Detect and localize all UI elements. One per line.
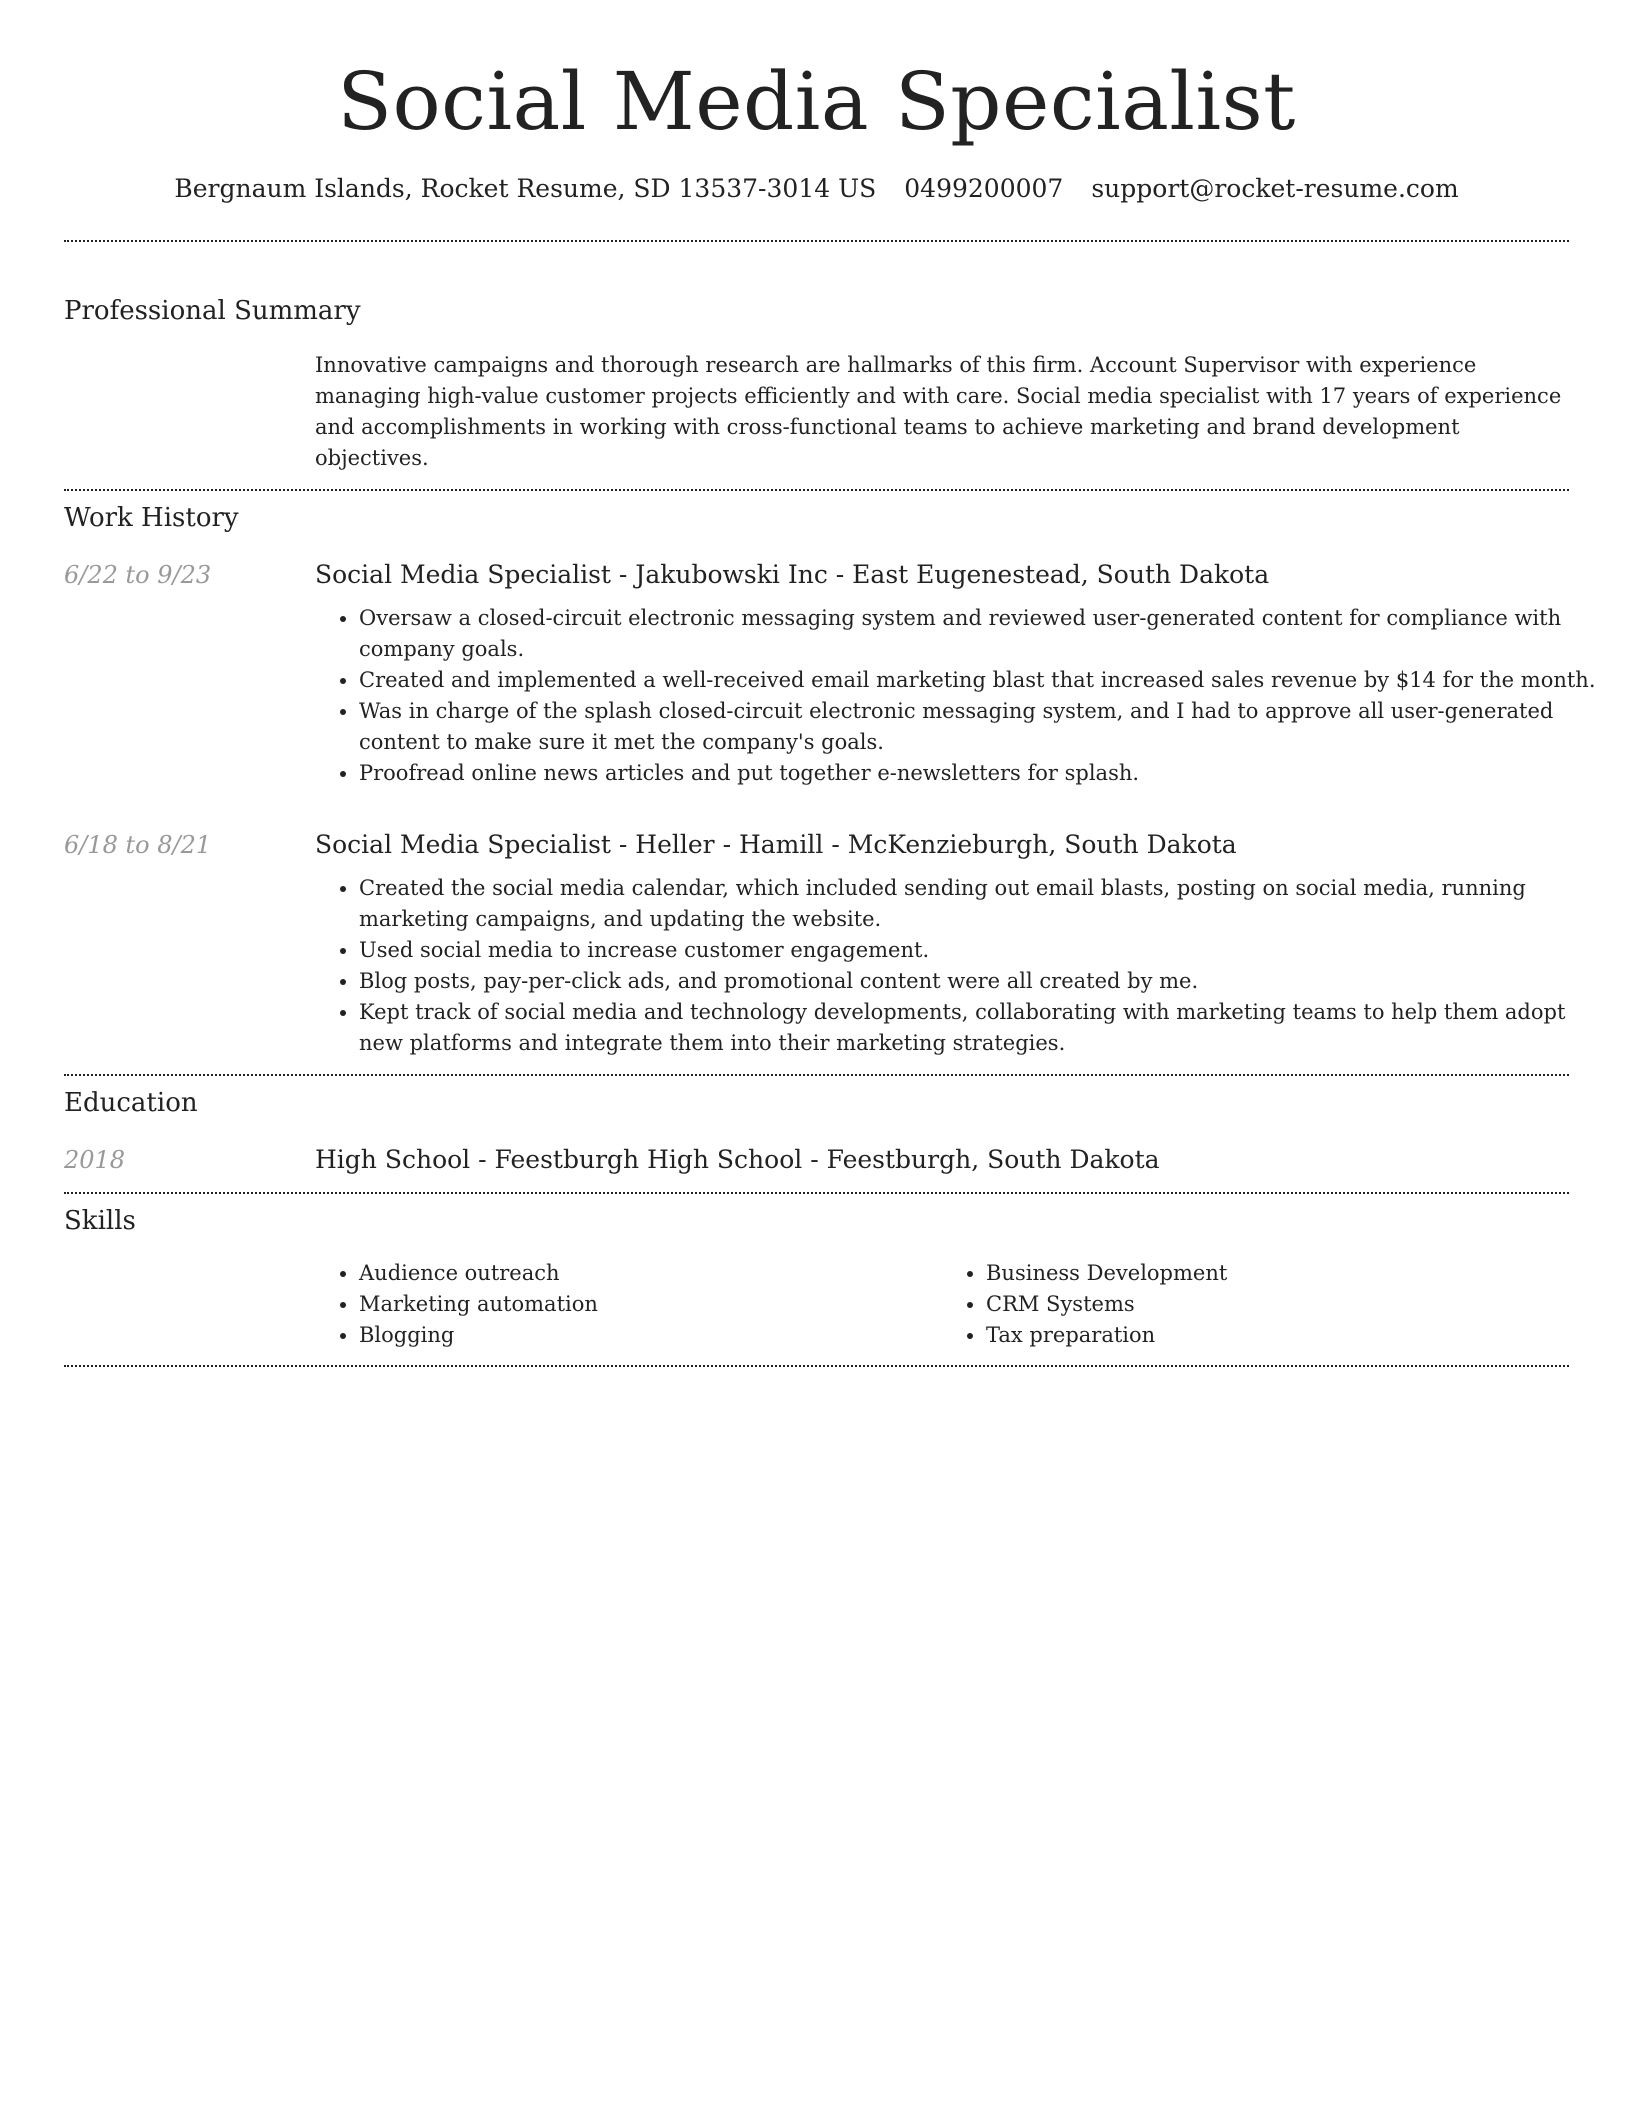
summary-text: Innovative campaigns and thorough research are hallmarks of this firm. Account Supervisor with experience managing high-value customer projects efficiently and with care. Social media specialist with 17 years of experience and accomplishments in working with cross-functional teams to achieve marketing and brand development objectives. bbox=[315, 353, 1562, 470]
job-bullet: • Blog posts, pay-per-click ads, and promotional content were all created by me. bbox=[359, 966, 1613, 997]
job-bullet: • Created the social media calendar, which included sending out email blasts, posting on social media, running marketing campaigns, and updating the website. bbox=[359, 873, 1613, 935]
divider bbox=[64, 489, 1569, 491]
education-heading: Education bbox=[64, 1088, 198, 1118]
contact-email[interactable]: support@rocket-resume.com bbox=[1091, 174, 1459, 203]
skills-column-right bbox=[942, 1258, 1569, 1351]
divider bbox=[64, 1192, 1569, 1194]
education-entry: High School - Feestburgh High School - Feestburgh, South Dakota bbox=[315, 1145, 1160, 1174]
resume-page bbox=[64, 0, 1596, 1367]
divider bbox=[64, 1074, 1569, 1076]
job-bullet: • Created and implemented a well-received email marketing blast that increased sales revenue by $14 for the month. bbox=[359, 665, 1613, 696]
job-bullet: • Oversaw a closed-circuit electronic messaging system and reviewed user-generated content for compliance with company goals. bbox=[359, 603, 1613, 665]
job-dates: 6/18 to 8/21 bbox=[64, 831, 212, 859]
divider bbox=[64, 240, 1569, 242]
skills-list bbox=[315, 1258, 1569, 1351]
work-history-heading: Work History bbox=[64, 503, 239, 533]
skill-item: • Marketing automation bbox=[359, 1289, 942, 1320]
job-bullet: • Kept track of social media and technology developments, collaborating with marketing teams to help them adopt new platforms and integrate them into their marketing strategies. bbox=[359, 997, 1613, 1059]
contact-line bbox=[64, 172, 1569, 206]
summary-heading: Professional Summary bbox=[64, 296, 361, 326]
summary-section bbox=[64, 294, 1569, 474]
job-bullet: • Proofread online news articles and put together e-newsletters for splash. bbox=[359, 758, 1613, 789]
skill-item: • Blogging bbox=[359, 1320, 942, 1351]
contact-address: Bergnaum Islands, Rocket Resume, SD 13537-3014 US bbox=[174, 174, 877, 203]
skill-item: • Business Development bbox=[986, 1258, 1569, 1289]
job-dates: 6/22 to 9/23 bbox=[64, 561, 212, 589]
resume-title: Social Media Specialist bbox=[337, 55, 1296, 148]
job-entry bbox=[64, 829, 1569, 1059]
skills-section bbox=[64, 1204, 1569, 1351]
education-year: 2018 bbox=[64, 1146, 126, 1174]
contact-phone: 0499200007 bbox=[904, 174, 1064, 203]
skill-item: • Audience outreach bbox=[359, 1258, 942, 1289]
skill-item: • CRM Systems bbox=[986, 1289, 1569, 1320]
job-title: Social Media Specialist - Jakubowski Inc - East Eugenestead, South Dakota bbox=[315, 560, 1270, 589]
job-bullets bbox=[315, 603, 1613, 789]
job-bullet: • Used social media to increase customer engagement. bbox=[359, 935, 1613, 966]
skills-heading: Skills bbox=[64, 1206, 136, 1236]
job-title: Social Media Specialist - Heller - Hamill - McKenzieburgh, South Dakota bbox=[315, 830, 1237, 859]
work-history-section bbox=[64, 501, 1596, 1059]
job-entry bbox=[64, 559, 1596, 789]
job-bullet: • Was in charge of the splash closed-circuit electronic messaging system, and I had to approve all user-generated content to make sure it met the company's goals. bbox=[359, 696, 1613, 758]
skill-item: • Tax preparation bbox=[986, 1320, 1569, 1351]
divider bbox=[64, 1365, 1569, 1367]
education-section bbox=[64, 1086, 1569, 1176]
job-bullets bbox=[315, 873, 1613, 1059]
skills-column-left bbox=[315, 1258, 942, 1351]
